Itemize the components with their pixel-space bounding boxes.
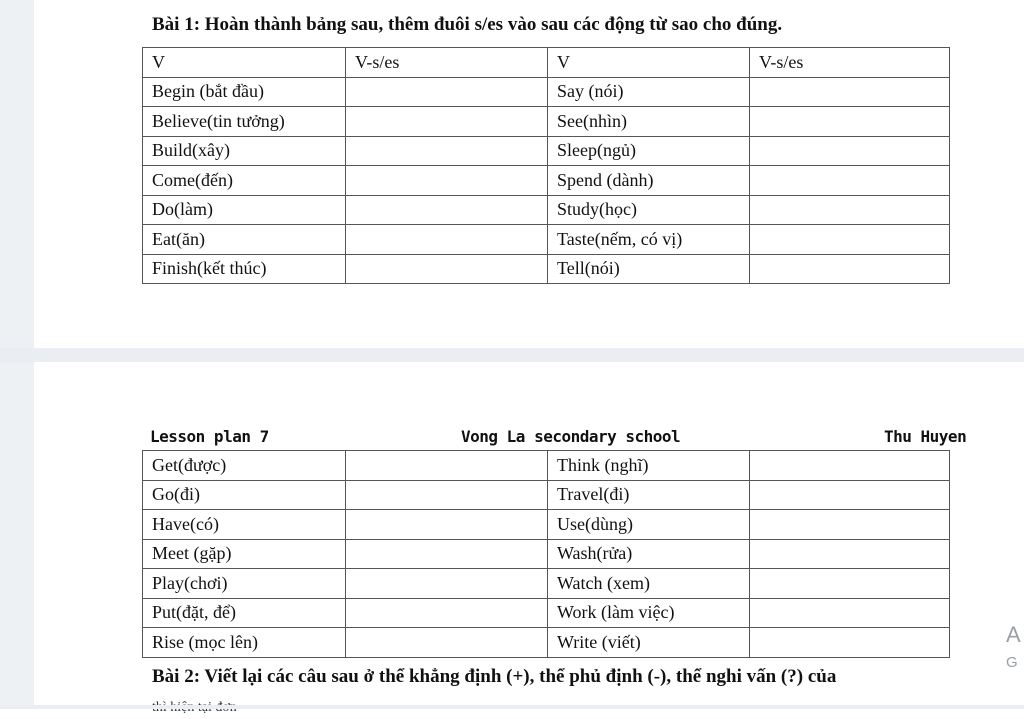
answer-cell [346,254,548,284]
answer-cell [750,539,950,569]
answer-cell [750,510,950,540]
exercise-1-title: Bài 1: Hoàn thành bảng sau, thêm đuôi s/es vào sau các động từ sao cho đúng. [152,14,783,35]
verb-cell: Say (nói) [548,77,750,107]
answer-cell [346,195,548,225]
table-header-cell: V-s/es [346,48,548,78]
verb-cell: Wash(rửa) [548,539,750,569]
side-overlay-letter: G [1006,654,1018,671]
answer-cell [346,598,548,628]
table-row [143,195,950,225]
answer-cell [346,136,548,166]
table-row [143,539,950,569]
answer-cell [346,77,548,107]
side-overlay-letter: A [1006,622,1021,647]
answer-cell [346,628,548,658]
table-row [143,510,950,540]
verb-cell: Taste(nếm, có vị) [548,225,750,255]
answer-cell [346,166,548,196]
verb-cell: Travel(đi) [548,480,750,510]
verb-cell: Rise (mọc lên) [143,628,346,658]
answer-cell [346,480,548,510]
verb-cell: Think (nghĩ) [548,451,750,481]
answer-cell [346,539,548,569]
viewer-margin-left [0,0,34,348]
table-header-cell: V [548,48,750,78]
verb-cell: Have(có) [143,510,346,540]
table-row [143,598,950,628]
verb-table-1 [142,47,950,284]
verb-cell: Sleep(ngủ) [548,136,750,166]
answer-cell [750,195,950,225]
verb-cell: Meet (gặp) [143,539,346,569]
verb-cell: Believe(tin tưởng) [143,107,346,137]
answer-cell [750,77,950,107]
verb-cell: Use(dùng) [548,510,750,540]
verb-cell: See(nhìn) [548,107,750,137]
verb-cell: Build(xây) [143,136,346,166]
verb-cell: Go(đi) [143,480,346,510]
page-gap [0,348,1024,362]
table-row [143,77,950,107]
answer-cell [346,225,548,255]
answer-cell [750,254,950,284]
answer-cell [346,510,548,540]
table-row [143,166,950,196]
page-header-school: Vong La secondary school [461,427,681,446]
page-header-author: Thu Huyen [884,427,967,446]
answer-cell [346,107,548,137]
table-row [143,107,950,137]
verb-cell: Write (viết) [548,628,750,658]
answer-cell [750,598,950,628]
table-row [143,569,950,599]
table-row [143,451,950,481]
answer-cell [750,480,950,510]
verb-cell: Play(chơi) [143,569,346,599]
verb-cell: Do(làm) [143,195,346,225]
verb-cell: Begin (bắt đầu) [143,77,346,107]
exercise-2-title: Bài 2: Viết lại các câu sau ở thể khẳng định (+), thể phủ định (-), thể nghi vấn (?) của [152,666,837,687]
verb-cell: Get(được) [143,451,346,481]
table-row [143,628,950,658]
table-row [143,225,950,255]
verb-cell: Spend (dành) [548,166,750,196]
verb-cell: Finish(kết thúc) [143,254,346,284]
answer-cell [750,107,950,137]
viewer-bottom-edge [0,705,1024,709]
verb-cell: Come(đến) [143,166,346,196]
verb-cell: Watch (xem) [548,569,750,599]
answer-cell [750,136,950,166]
answer-cell [346,451,548,481]
verb-cell: Tell(nói) [548,254,750,284]
answer-cell [750,569,950,599]
answer-cell [346,569,548,599]
verb-cell: Work (làm việc) [548,598,750,628]
answer-cell [750,166,950,196]
answer-cell [750,451,950,481]
viewer-margin-left [0,362,34,709]
verb-cell: Eat(ăn) [143,225,346,255]
table-header-cell: V [143,48,346,78]
verb-cell: Study(học) [548,195,750,225]
table-row [143,136,950,166]
verb-table-2 [142,450,950,658]
table-header-cell: V-s/es [750,48,950,78]
verb-cell: Put(đặt, để) [143,598,346,628]
page-header-lesson: Lesson plan 7 [150,427,269,446]
table-row [143,254,950,284]
table-header-row [143,48,950,78]
table-row [143,480,950,510]
answer-cell [750,225,950,255]
exercise-2-continuation [152,697,237,705]
answer-cell [750,628,950,658]
